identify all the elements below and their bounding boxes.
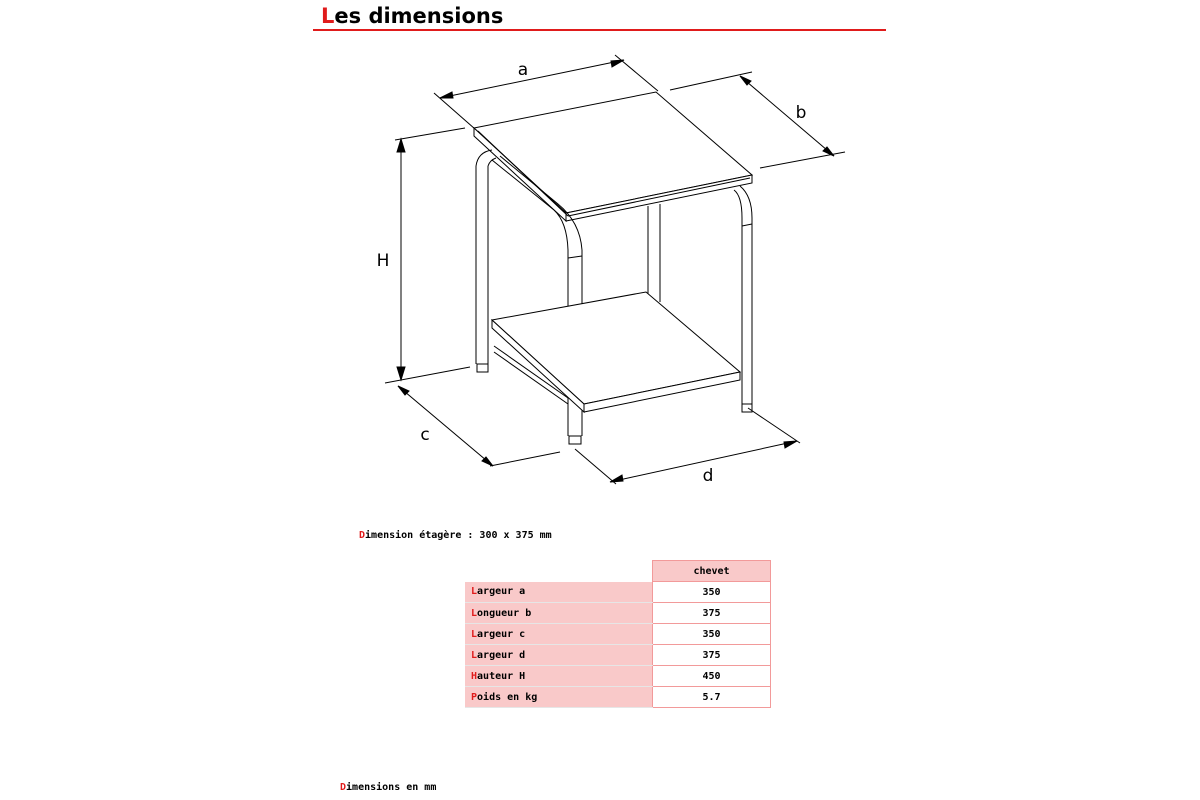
title-text: es dimensions [334, 4, 504, 28]
label-b: b [795, 103, 807, 123]
row-label: Largeur c [465, 624, 653, 645]
column-header-chevet: chevet [653, 561, 771, 582]
label-c: c [420, 425, 430, 445]
shelf-dimension-note: Dimension étagère : 300 x 375 mm [359, 530, 552, 541]
lower-shelf [492, 292, 740, 412]
label-H: H [376, 251, 390, 271]
table-row [465, 666, 771, 687]
label-d: d [702, 466, 714, 486]
row-value: 350 [653, 624, 771, 645]
row-value: 5.7 [653, 687, 771, 708]
row-label: Longueur b [465, 603, 653, 624]
dimension-line-d [575, 408, 800, 484]
row-value: 375 [653, 603, 771, 624]
table-row [465, 687, 771, 708]
table-row [465, 624, 771, 645]
back-legs [648, 204, 660, 302]
row-value: 375 [653, 645, 771, 666]
row-label: Largeur a [465, 582, 653, 603]
dimensions-table [465, 560, 771, 708]
left-leg [476, 150, 496, 372]
table-row [465, 582, 771, 603]
title-initial: L [321, 4, 335, 28]
row-label: Hauteur H [465, 666, 653, 687]
label-a: a [517, 60, 529, 80]
table-row [465, 645, 771, 666]
table-top [474, 92, 752, 221]
table-row [465, 603, 771, 624]
row-label: Largeur d [465, 645, 653, 666]
row-value: 350 [653, 582, 771, 603]
units-note: Dimensions en mm [340, 782, 437, 793]
table-header-row [465, 561, 771, 582]
row-value: 450 [653, 666, 771, 687]
row-label: Poids en kg [465, 687, 653, 708]
dimension-line-H [385, 128, 470, 383]
